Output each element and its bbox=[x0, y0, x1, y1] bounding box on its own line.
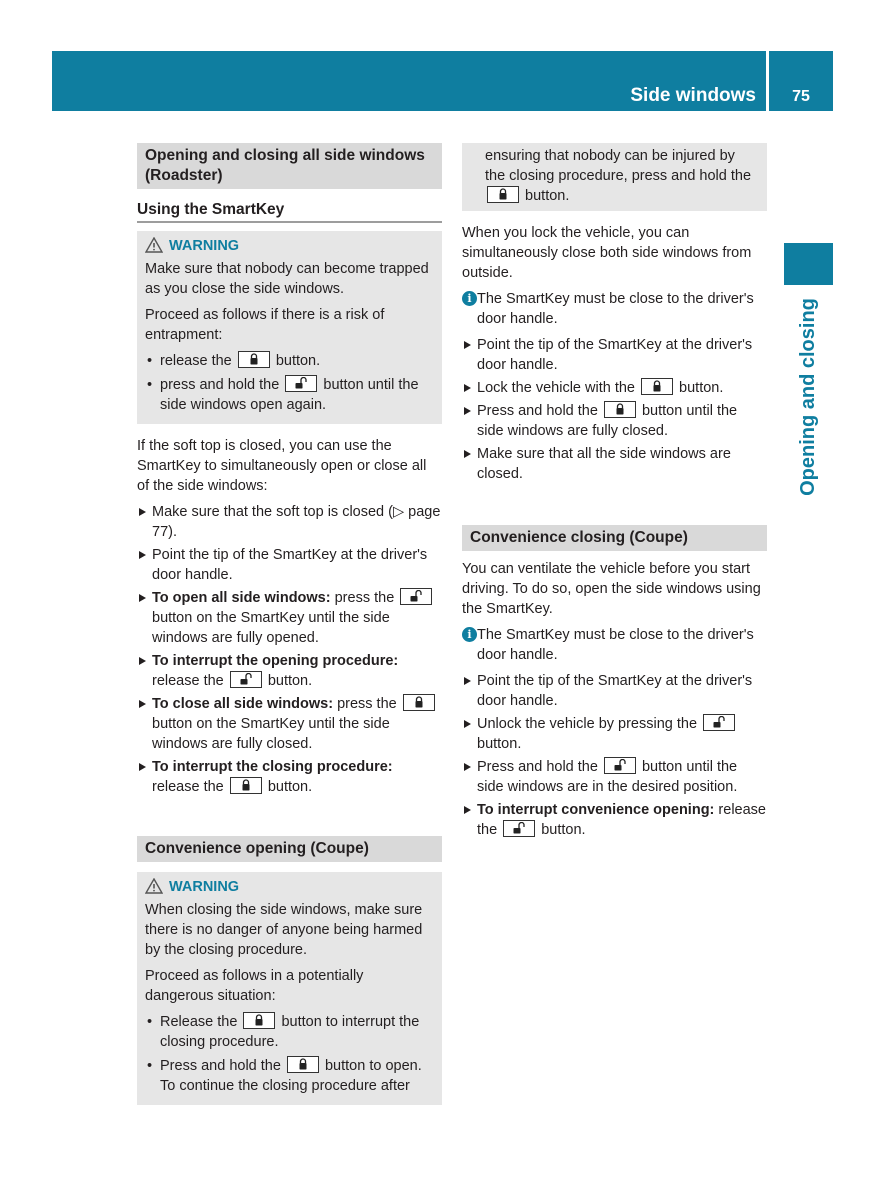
warning-box bbox=[137, 231, 442, 424]
warning-bullet: • Release the button to interrupt the closing procedure. bbox=[145, 1012, 434, 1052]
unlock-button-icon bbox=[285, 375, 317, 392]
step: To close all side windows: press the button on the SmartKey until the side windows are fully closed. bbox=[137, 694, 442, 754]
lock-button-icon bbox=[604, 401, 636, 418]
section-heading-roadster: Opening and closing all side windows (Roadster) bbox=[137, 143, 442, 189]
step: Make sure that all the side windows are closed. bbox=[462, 444, 767, 484]
warning-text: Proceed as follows in a potentially dangerous situation: bbox=[145, 968, 364, 1004]
step: To open all side windows: press the button on the SmartKey until the side windows are fully opened. bbox=[137, 588, 442, 648]
warning-box bbox=[137, 872, 442, 1105]
paragraph: If the soft top is closed, you can use the SmartKey to simultaneously open or close all of the side windows: bbox=[137, 438, 427, 494]
step: Press and hold the button until the side windows are in the desired position. bbox=[462, 757, 767, 797]
paragraph: When you lock the vehicle, you can simultaneously close both side windows from outside. bbox=[462, 225, 752, 281]
warning-bullet: • press and hold the button until the side windows open again. bbox=[145, 375, 434, 415]
info-icon: i bbox=[462, 291, 477, 306]
lock-button-icon bbox=[641, 378, 673, 395]
step: Point the tip of the SmartKey at the driver's door handle. bbox=[137, 545, 442, 585]
warning-text: When closing the side windows, make sure there is no danger of anyone being harmed by the closing procedure. bbox=[145, 902, 423, 958]
warning-text: Proceed as follows if there is a risk of entrapment: bbox=[145, 307, 385, 343]
left-column bbox=[137, 143, 442, 1105]
lock-button-icon bbox=[287, 1056, 319, 1073]
warning-box-continued: ensuring that nobody can be injured by the closing procedure, press and hold the button. bbox=[462, 143, 767, 211]
chapter-tab bbox=[784, 243, 833, 285]
unlock-button-icon bbox=[503, 820, 535, 837]
step: Point the tip of the SmartKey at the driver's door handle. bbox=[462, 335, 767, 375]
info-note: i The SmartKey must be close to the driver's door handle. bbox=[462, 289, 767, 329]
step: Make sure that the soft top is closed (▷ page 77). bbox=[137, 502, 442, 542]
unlock-button-icon bbox=[400, 588, 432, 605]
warning-text: Make sure that nobody can become trapped as you close the side windows. bbox=[145, 261, 429, 297]
lock-button-icon bbox=[243, 1012, 275, 1029]
page-title: Side windows bbox=[630, 85, 756, 106]
step: To interrupt convenience opening: release the button. bbox=[462, 800, 767, 840]
unlock-button-icon bbox=[230, 671, 262, 688]
info-note: i The SmartKey must be close to the driver's door handle. bbox=[462, 625, 767, 665]
warning-title: WARNING bbox=[145, 877, 434, 897]
right-column bbox=[462, 143, 767, 843]
section-heading-convenience-opening: Convenience opening (Coupe) bbox=[137, 836, 442, 862]
chapter-label: Opening and closing bbox=[797, 298, 819, 496]
step: Press and hold the button until the side windows are fully closed. bbox=[462, 401, 767, 441]
subheading-smartkey: Using the SmartKey bbox=[137, 189, 442, 223]
warning-triangle-icon bbox=[145, 237, 163, 253]
lock-button-icon bbox=[403, 694, 435, 711]
step: Point the tip of the SmartKey at the driver's door handle. bbox=[462, 671, 767, 711]
step: Lock the vehicle with the button. bbox=[462, 378, 767, 398]
warning-title: WARNING bbox=[145, 236, 434, 256]
warning-bullet: • Press and hold the button to open. To continue the closing procedure after bbox=[145, 1056, 434, 1096]
paragraph: You can ventilate the vehicle before you start driving. To do so, open the side windows using the SmartKey. bbox=[462, 561, 761, 617]
step: To interrupt the closing procedure: release the button. bbox=[137, 757, 442, 797]
lock-button-icon bbox=[230, 777, 262, 794]
unlock-button-icon bbox=[703, 714, 735, 731]
warning-bullet: • release the button. bbox=[145, 351, 434, 371]
info-icon: i bbox=[462, 627, 477, 642]
lock-button-icon bbox=[487, 186, 519, 203]
unlock-button-icon bbox=[604, 757, 636, 774]
warning-triangle-icon bbox=[145, 878, 163, 894]
step: Unlock the vehicle by pressing the button. bbox=[462, 714, 767, 754]
section-heading-convenience-closing: Convenience closing (Coupe) bbox=[462, 525, 767, 551]
page-number: 75 bbox=[792, 88, 810, 105]
lock-button-icon bbox=[238, 351, 270, 368]
step: To interrupt the opening procedure: release the button. bbox=[137, 651, 442, 691]
